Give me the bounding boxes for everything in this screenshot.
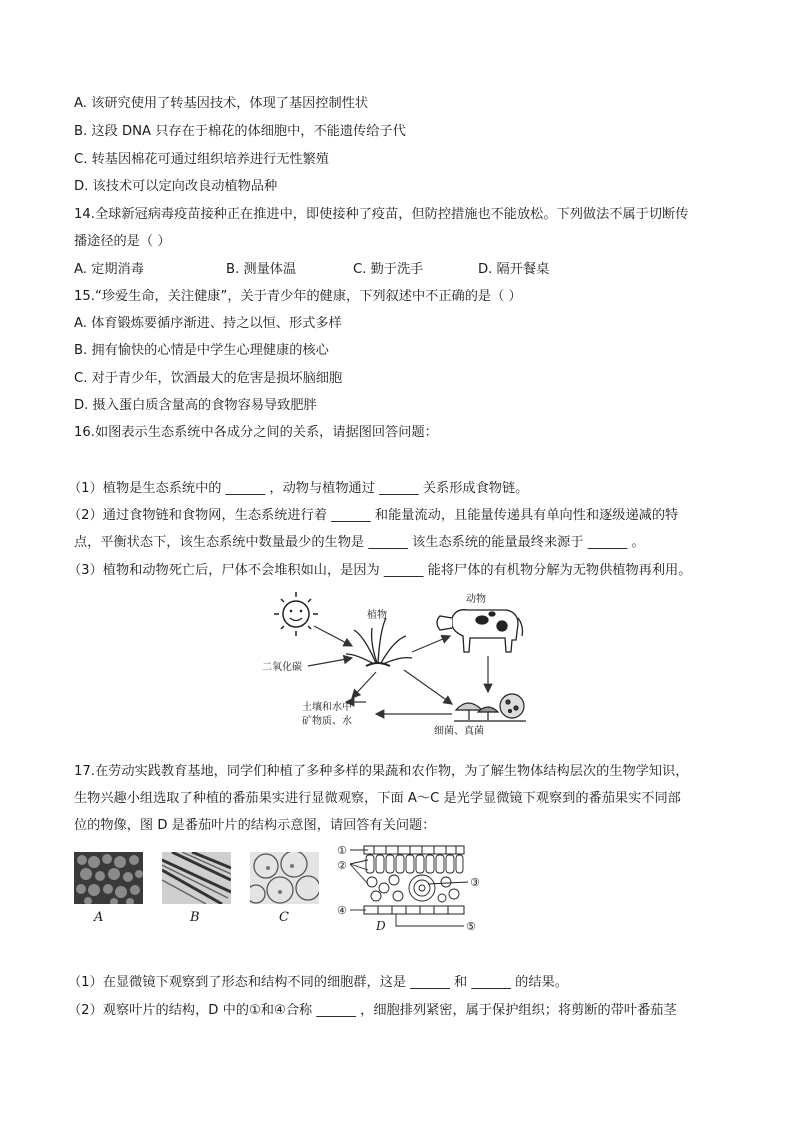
- marker-4: ④: [337, 904, 347, 917]
- micrograph-a: [74, 852, 143, 904]
- cow-icon: [437, 610, 523, 652]
- q17-stem-line2: 生物兴趣小组选取了种植的番茄果实进行显微观察，下面 A～C 是光学显微镜下观察到的番茄果实不同部: [74, 791, 681, 806]
- q13-option-c: C. 转基因棉花可通过组织培养进行无性繁殖: [74, 152, 329, 167]
- diagram-d-label: D: [376, 919, 386, 933]
- q16-stem: 16.如图表示生态系统中各成分之间的关系，请据图回答问题：: [74, 425, 438, 440]
- q16-part1: （1）植物是生态系统中的 ______ ，动物与植物通过 ______ 关系形成食物链。: [68, 481, 529, 496]
- sun-icon: [274, 592, 318, 636]
- q15-stem: 15.“珍爱生命，关注健康”，关于青少年的健康，下列叙述中不正确的是（ ）: [74, 289, 522, 304]
- marker-5: ⑤: [466, 920, 476, 933]
- micrograph-a-label: A: [94, 910, 104, 925]
- animal-label: 动物: [466, 594, 486, 605]
- q14-option-c: C. 勤于洗手: [353, 262, 424, 277]
- micrograph-c: [250, 852, 319, 904]
- micrograph-b-label: B: [190, 910, 200, 925]
- plant-icon: [346, 618, 412, 666]
- q14-stem-line2: 播途径的是（ ）: [74, 234, 171, 249]
- soil-label-2: 矿物质、水: [302, 716, 352, 727]
- micrograph-c-label: C: [279, 910, 289, 925]
- q14-stem-line1: 14.全球新冠病毒疫苗接种正在推进中，即使接种了疫苗，但防控措施也不能放松。下列做法不属于切断传: [74, 207, 689, 222]
- q15-option-a: A. 体育锻炼要循序渐进、持之以恒、形式多样: [74, 316, 342, 331]
- q17-part1: （1）在显微镜下观察到了形态和结构不同的细胞群，这是 ______ 和 ______ 的结果。: [68, 975, 568, 990]
- q15-option-d: D. 摄入蛋白质含量高的食物容易导致肥胖: [74, 398, 317, 413]
- q14-option-b: B. 测量体温: [226, 262, 297, 277]
- soil-label-1: 土壤和水中: [302, 702, 352, 713]
- q16-part3: （3）植物和动物死亡后，尸体不会堆积如山，是因为 ______ 能将尸体的有机物分解为无物供植物再利用。: [68, 563, 692, 578]
- q13-option-a: A. 该研究使用了转基因技术，体现了基因控制性状: [74, 96, 369, 111]
- leaf-structure-diagram: [336, 842, 496, 934]
- co2-label: 二氧化碳: [262, 662, 302, 673]
- q15-option-c: C. 对于青少年，饮酒最大的危害是损坏脑细胞: [74, 371, 343, 386]
- q17-stem-line3: 位的物像，图 D 是番茄叶片的结构示意图，请回答有关问题：: [74, 818, 436, 833]
- q16-part2-line2: 点，平衡状态下，该生态系统中数量最少的生物是 ______ 该生态系统的能量最终来源于 ______ 。: [74, 535, 645, 550]
- q17-part2: （2）观察叶片的结构，D 中的①和④合称 ______ ，细胞排列紧密，属于保护组织；将剪断的带叶番茄茎: [68, 1003, 677, 1018]
- q17-stem-line1: 17.在劳动实践教育基地，同学们种植了多种多样的果蔬和农作物，为了解生物体结构层次的生物学知识，: [74, 764, 689, 779]
- marker-2: ②: [337, 859, 347, 872]
- q13-option-b: B. 这段 DNA 只存在于棉花的体细胞中，不能遗传给子代: [74, 124, 406, 139]
- decomposer-label: 细菌、真菌: [434, 726, 484, 737]
- marker-3: ③: [470, 876, 480, 889]
- decomposer-icon: [454, 694, 526, 721]
- q13-option-d: D. 该技术可以定向改良动植物品种: [74, 179, 278, 194]
- q16-part2-line1: （2）通过食物链和食物网，生态系统进行着 ______ 和能量流动，且能量传递具有单向性和逐级递减的特: [68, 508, 679, 523]
- ecosystem-diagram: [256, 588, 540, 740]
- q15-option-b: B. 拥有愉快的心情是中学生心理健康的核心: [74, 343, 329, 358]
- marker-1: ①: [337, 844, 347, 857]
- q14-option-d: D. 隔开餐桌: [478, 262, 550, 277]
- q14-option-a: A. 定期消毒: [74, 262, 144, 277]
- plant-label: 植物: [367, 610, 387, 621]
- micrograph-b: [162, 852, 231, 904]
